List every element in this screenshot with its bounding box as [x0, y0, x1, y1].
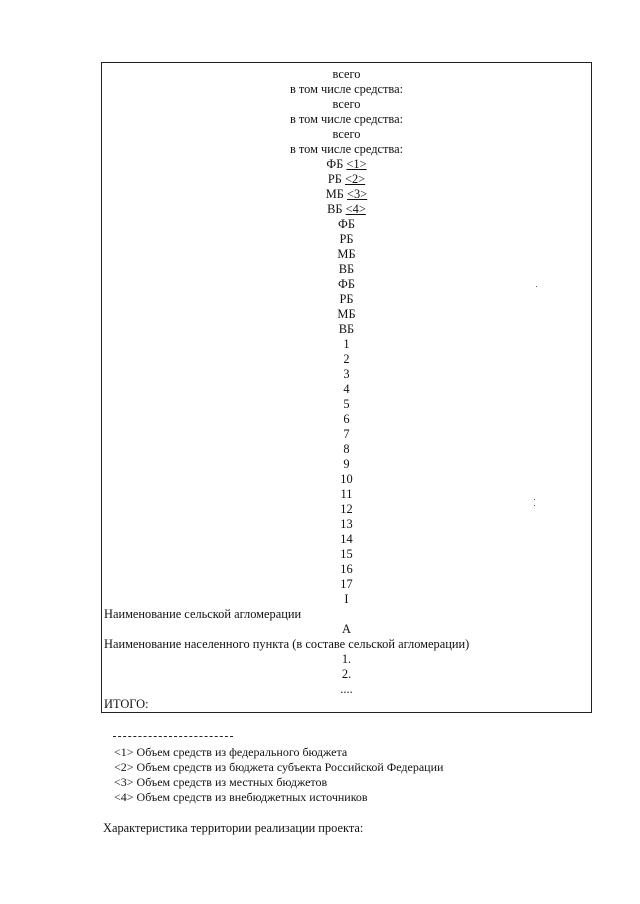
territory-characteristic-heading: Характеристика территории реализации проекта: — [103, 821, 364, 835]
table-row — [102, 637, 591, 652]
table-row — [102, 112, 591, 127]
row-text: МБ — [337, 307, 356, 321]
table-row — [102, 97, 591, 112]
row-text: 8 — [343, 442, 350, 456]
table-rows — [102, 67, 591, 712]
row-text: Наименование населенного пункта (в составе сельской агломерации) — [104, 637, 470, 651]
table-row — [102, 592, 591, 607]
row-text: в том числе средства: — [289, 82, 404, 96]
row-text: ИТОГО: — [104, 697, 149, 711]
table-row — [102, 682, 591, 697]
row-text: ФБ — [338, 277, 355, 291]
table-row — [102, 277, 591, 292]
table-row — [102, 307, 591, 322]
table-row — [102, 217, 591, 232]
row-text: МБ — [325, 187, 344, 201]
table-row — [102, 142, 591, 157]
scan-speck — [534, 499, 535, 500]
row-text: 10 — [340, 472, 353, 486]
row-text: 5 — [343, 397, 350, 411]
table-row — [102, 502, 591, 517]
row-text: в том числе средства: — [289, 112, 404, 126]
row-text: 3 — [343, 367, 350, 381]
row-text: 15 — [340, 547, 353, 561]
footnote-4: <4> Объем средств из внебюджетных источников — [114, 790, 368, 804]
row-text: 17 — [340, 577, 353, 591]
scan-speck — [534, 505, 535, 506]
row-text: ВБ — [327, 202, 343, 216]
row-text: А — [342, 622, 351, 636]
row-text: РБ — [327, 172, 342, 186]
row-text: 1. — [341, 652, 352, 666]
footnote-2: <2> Объем средств из бюджета субъекта Российской Федерации — [114, 760, 444, 774]
table-row — [102, 652, 591, 667]
row-text: МБ — [337, 247, 356, 261]
table-row — [102, 157, 591, 172]
table-row — [102, 382, 591, 397]
row-text: Наименование сельской агломерации — [104, 607, 302, 621]
table-row — [102, 352, 591, 367]
table-row — [102, 397, 591, 412]
table-row — [102, 262, 591, 277]
table-row — [102, 622, 591, 637]
footnote-separator — [113, 736, 233, 737]
table-row — [102, 562, 591, 577]
table-row — [102, 517, 591, 532]
table-row — [102, 82, 591, 97]
row-text: 13 — [340, 517, 353, 531]
row-text: РБ — [339, 232, 354, 246]
table-row — [102, 322, 591, 337]
table-row — [102, 247, 591, 262]
row-text: I — [344, 592, 349, 606]
table-row — [102, 292, 591, 307]
row-text: 7 — [343, 427, 350, 441]
row-text: ВБ — [338, 262, 355, 276]
table-frame — [101, 62, 592, 713]
row-text: 14 — [340, 532, 353, 546]
row-text: 9 — [343, 457, 350, 471]
row-text: ФБ — [338, 217, 355, 231]
footnote-ref-link[interactable]: <3> — [347, 187, 368, 201]
table-row — [102, 337, 591, 352]
table-row — [102, 187, 591, 202]
table-row — [102, 412, 591, 427]
row-text: 2 — [343, 352, 350, 366]
table-row — [102, 532, 591, 547]
row-text: всего — [332, 67, 361, 81]
table-row — [102, 442, 591, 457]
footnote-3: <3> Объем средств из местных бюджетов — [114, 775, 328, 789]
row-text: 11 — [340, 487, 353, 501]
row-text: в том числе средства: — [289, 142, 404, 156]
footnote-ref-link[interactable]: <4> — [345, 202, 366, 216]
row-text: 16 — [340, 562, 353, 576]
table-row — [102, 457, 591, 472]
footnote-ref-link[interactable]: <2> — [344, 172, 366, 186]
table-row — [102, 232, 591, 247]
row-text: РБ — [339, 292, 354, 306]
row-text: 6 — [343, 412, 350, 426]
table-row — [102, 427, 591, 442]
row-text: ФБ — [326, 157, 344, 171]
row-text: всего — [332, 97, 361, 111]
table-row — [102, 472, 591, 487]
row-text: 12 — [340, 502, 353, 516]
table-row — [102, 127, 591, 142]
table-row — [102, 487, 591, 502]
table-row — [102, 607, 591, 622]
table-row — [102, 367, 591, 382]
table-row — [102, 697, 591, 712]
row-text: 4 — [343, 382, 350, 396]
scan-speck — [536, 286, 537, 287]
row-text: ВБ — [338, 322, 355, 336]
table-row — [102, 547, 591, 562]
table-row — [102, 577, 591, 592]
table-row — [102, 667, 591, 682]
row-text: 1 — [343, 337, 350, 351]
row-text: .... — [340, 682, 353, 696]
table-row — [102, 202, 591, 217]
table-row — [102, 172, 591, 187]
table-row — [102, 67, 591, 82]
footnote-1: <1> Объем средств из федерального бюджета — [114, 745, 348, 759]
row-text: 2. — [341, 667, 352, 681]
footnote-ref-link[interactable]: <1> — [346, 157, 367, 171]
row-text: всего — [332, 127, 361, 141]
